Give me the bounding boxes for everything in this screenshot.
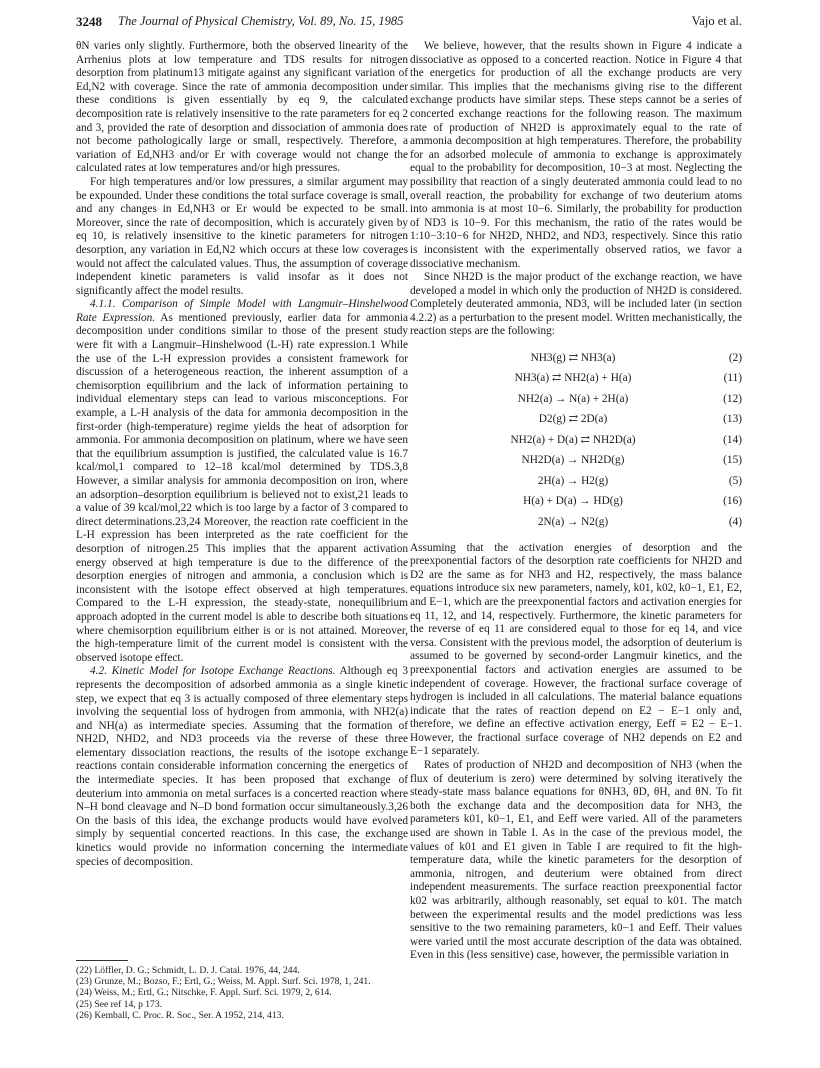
equation-expression: NH2(a) + D(a) ⇄ NH2D(a)	[510, 433, 636, 446]
equation	[410, 451, 742, 472]
paragraph: Assuming that the activation energies of desorption and the preexponential factors of the desorption rate coefficients for NH2D and D2 are the same as for NH3 and H2, respectively, the mass balance equations introduce six new parameters, namely, k01, k02, k0−1, E1, E2, and E−1, which are the preexponential factors and activation energies for eq 11, 12, and 14, respectively. Furthermore, the kinetic parameters for the reverse of eq 11 are considered equal to those for eq 14, and vice versa. Consistent with the previous model, the adsorption of deuterium is assumed to be governed by second-order Langmuir kinetics, and the preexponential factors and activation energies are assumed to be independent of coverage. However, the fractional surface coverage of hydrogen is included in all calculations. The material balance equations indicate that the rates of reaction depend on E2 − E−1 only and, therefore, we define an effective activation energy, Eeff ≡ E2 − E−1. However, the fractional surface coverage of NH2 depends on E2 and E−1 separately.	[410, 541, 742, 758]
equation-number: (4)	[728, 515, 742, 528]
equation-expression: D2(g) ⇄ 2D(a)	[538, 413, 608, 426]
equation	[410, 389, 742, 410]
equation-expression: NH2D(a) → NH2D(g)	[521, 454, 625, 467]
section-heading: 4.2. Kinetic Model for Isotope Exchange Reactions.	[90, 665, 336, 678]
page-number: 3248	[76, 14, 102, 29]
running-authors: Vajo et al.	[691, 14, 742, 28]
equation-expression: NH2(a) → N(a) + 2H(a)	[517, 392, 629, 405]
section-text: As mentioned previously, earlier data for ammonia decomposition under conditions similar to those of the present study were fit with a Langmuir–Hinshelwood (L-H) rate expression.1 While the use of the L-H expression provides a consistent framework for discussion of a heterogeneous reaction, the inherent assumption of a chemisorption equilibrium and the lack of information pertaining to individual elementary steps can lead to various misconceptions. For example, a L-H analysis of the data for ammonia decomposition in the first-order (high-temperature) regime yields the heat of adsorption for ammonia. For ammonia decomposition on platinum, where we have seen that the equilibrium assumption is justified, the calculated value is 16.7 kcal/mol,1 compared to 12–18 kcal/mol determined by TDS.3,8 However, a similar analysis for ammonia decomposition on iron, where an adsorption–desorption equilibrium is believed not to exist,21 leads to a value of 39 kcal/mol,22 which is too large by a factor of 3 compared to direct determinations.23,24 Moreover, the reaction rate coefficient in the L-H expression has been interpreted as the rate coefficient for the desorption of nitrogen.25 This implies that the apparent activation energy observed at high temperature is due to the difference of the desorption energies of nitrogen and ammonia, a conclusion which is inconsistent with the isotope effect observed at high temperatures. Compared to the L-H expression, the steady-state, nonequilibrium approach adopted in the current model is able to describe both situations where chemisorption equilibrium either is or is not attained. Moreover, the high-temperature limit of the current model is consistent with the observed isotope effect.	[76, 311, 408, 664]
equation	[410, 492, 742, 513]
equation	[410, 512, 742, 533]
equation-expression: 2N(a) → N2(g)	[537, 515, 609, 528]
equation-number: (5)	[728, 474, 742, 487]
equation-expression: H(a) + D(a) → HD(g)	[523, 495, 623, 508]
section-4-2	[76, 665, 408, 869]
paragraph: We believe, however, that the results shown in Figure 4 indicate a dissociative as opposed to a concerted reaction. Notice in Figure 4 that the energetics for production of all the exchange products are very similar. This implies that the mechanisms giving rise to the different exchange products have similar steps. These steps cannot be a series of concerted exchange reactions for the following reason. The maximum rate of production of NH2D is approximately equal to the rate of ammonia decomposition at high temperatures. Therefore, the probability for an adsorbed molecule of ammonia to exchange is approximately equal to the probability for decomposition, 10−3 at most. Neglecting the possibility that reaction of a singly deuterated ammonia could lead to no overall reaction, the probability for exchange of two deuterium atoms into ammonia is at most 10−6. Similarly, the probability for production of ND3 is 10−9. For this mechanism, the ratio of the rates would be 1:10−3:10−6 for NH2D, NHD2, and ND3, respectively. Since this ratio is inconsistent with the experimentally observed ratios, we favor a dissociative mechanism.	[410, 40, 742, 270]
footnote-rule	[76, 960, 128, 961]
page-header	[76, 14, 742, 32]
section-heading: 4.1.1. Comparison of Simple Model with Langmuir–Hinshelwood Rate Expression.	[76, 298, 408, 324]
paragraph: θN varies only slightly. Furthermore, both the observed linearity of the Arrhenius plots at low temperature and TDS results for nitrogen desorption from platinum13 mitigate against any significant variation of Ed,N2 with coverage. Since the rate of ammonia decomposition under these conditions is given essentially by eq 9, the calculated decomposition rate is relatively insensitive to the rate parameters for eq 2 and 3, provided the rate of desorption and dissociation of ammonia does not become pathologically large or small, respectively. Therefore, a variation of Ed,NH3 and/or Er with coverage would not change the calculated rates at low temperatures and/or high pressures.	[76, 40, 408, 175]
equation	[410, 369, 742, 390]
reference-item: (22) Löffler, D. G.; Schmidt, L. D. J. Catal. 1976, 44, 244.	[76, 965, 300, 976]
reference-item: (23) Grunze, M.; Bozso, F.; Ertl, G.; Weiss, M. Appl. Surf. Sci. 1978, 1, 241.	[76, 976, 371, 988]
equation	[410, 348, 742, 369]
equation-number: (15)	[723, 454, 742, 467]
section-text: Although eq 3 represents the decomposition of adsorbed ammonia as a single kinetic step, we expect that eq 3 is actually composed of three elementary steps involving the sequential loss of hydrogen from ammonia, with NH2(a) and NH(a) as intermediate species. Assuming that the formation of NH2D, NHD2, and ND3 proceeds via the reverse of these three elementary dissociation reactions, the results of the isotope exchange reactions contain considerable information concerning the energetics of the intermediate species. It has been proposed that exchange of deuterium into ammonia on metal surfaces is a concerted reaction where N–H bond cleavage and N–D bond formation occur simultaneously.3,26 On the basis of this idea, the exchange products would have evolved simply by sequential concerted reactions. In this case, the exchange kinetics would provide no information concerning the intermediate species of decomposition.	[76, 665, 408, 868]
equation-number: (14)	[723, 433, 742, 446]
equation-expression: NH3(g) ⇄ NH3(a)	[530, 351, 616, 364]
equation	[410, 471, 742, 492]
left-column	[76, 40, 408, 869]
reference-item: (26) Kemball, C. Proc. R. Soc., Ser. A 1952, 214, 413.	[76, 1009, 284, 1021]
footnote-references	[76, 960, 408, 1021]
paragraph: Rates of production of NH2D and decomposition of NH3 (when the flux of deuterium is zero) were determined by solving iteratively the steady-state mass balance equations for θNH3, θD, θH, and θN. To fit both the exchange data and the decomposition data for NH3, the parameters k01, k0−1, E1, and Eeff were varied. All of the parameters used are shown in Table I. As in the case of the previous model, the values of k01 and E1 given in Table I are required to fit the high-temperature data, while the kinetic parameters for the desorption of ammonia, nitrogen, and deuterium were obtained from direct independent measurements. The surface reaction preexponential factor k02 was arbitrarily, although reasonably, set equal to k01. The match between the experimental results and the model predictions was less sensitive to the two remaining parameters, k0−1 and Eeff. Their values were varied until the most accurate description of the data was obtained. Even in this (less sensitive) case, however, the permissible variation in	[410, 759, 742, 962]
equation-number: (12)	[723, 392, 742, 405]
equation-expression: NH3(a) ⇄ NH2(a) + H(a)	[514, 372, 632, 385]
reference-item: (25) See ref 14, p 173.	[76, 998, 163, 1010]
equation-expression: 2H(a) → H2(g)	[537, 474, 609, 487]
section-4-1-1	[76, 298, 408, 665]
equation-number: (2)	[728, 351, 742, 364]
equation-number: (13)	[723, 413, 742, 426]
reaction-equations	[410, 348, 742, 533]
equation-number: (11)	[723, 372, 742, 385]
equation-number: (16)	[723, 495, 742, 508]
journal-title: The Journal of Physical Chemistry, Vol. 89, No. 15, 1985	[118, 14, 404, 28]
equation	[410, 430, 742, 451]
right-column	[410, 40, 742, 963]
equation	[410, 410, 742, 431]
paragraph: For high temperatures and/or low pressures, a similar argument may be expounded. Under these conditions the total surface coverage is small, and any changes in Ed,NH3 or Er would be expected to be small. Moreover, since the rate of decomposition, which is accurately given by eq 10, is relatively insensitive to the kinetic parameters for nitrogen desorption, any variation in Ed,N2 which occurs at these low coverages would not affect the calculated values. Thus, the assumption of coverage independent kinetic parameters is valid insofar as it does not significantly affect the model results.	[76, 175, 408, 297]
paragraph: Since NH2D is the major product of the exchange reaction, we have developed a model in which only the production of NH2D is considered. Completely deuterated ammonia, ND3, will be included later (in section 4.2.2) as a perturbation to the present model. Written mechanistically, the reaction steps are the following:	[410, 271, 742, 338]
reference-item: (24) Weiss, M.; Ertl, G.; Nitschke, F. Appl. Surf. Sci. 1979, 2, 614.	[76, 987, 332, 999]
